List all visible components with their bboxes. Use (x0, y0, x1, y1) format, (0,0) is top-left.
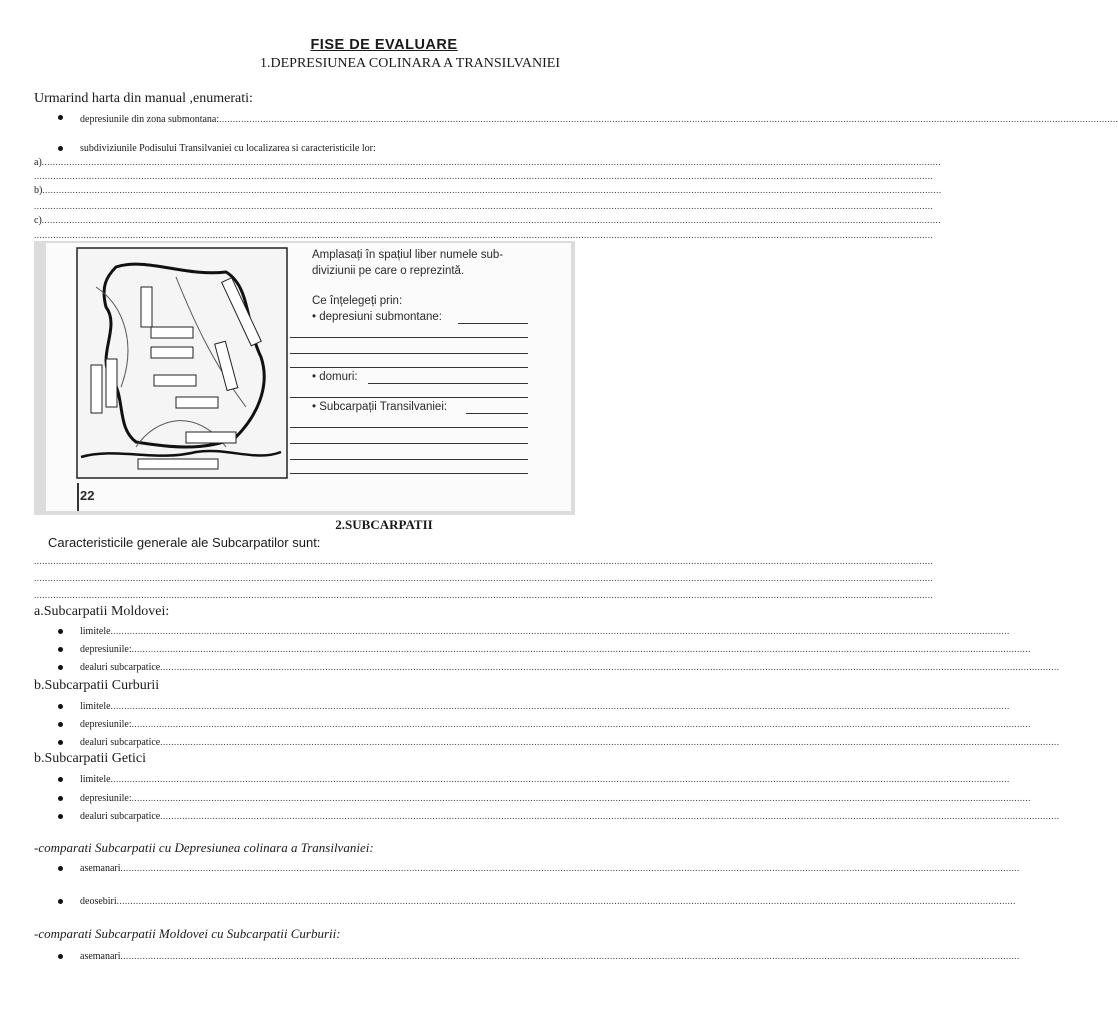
bullet-icon (58, 146, 63, 151)
bullet-icon (58, 796, 63, 801)
bullet-icon (58, 740, 63, 745)
section-title-2: 2.SUBCARPATII (335, 517, 433, 532)
scan-page-number: 22 (80, 488, 95, 503)
scan-instruction: Amplasați în spațiul liber numele sub- (312, 249, 504, 261)
list-item: asemanari ....................................................................................................................................................................................................................................................................................................................................... (80, 951, 1020, 962)
fill-line: ....................................................................................................................................................................................................................................................................................................................................... (219, 114, 1118, 124)
bullet-icon (58, 722, 63, 727)
bullet-icon (58, 777, 63, 782)
bullet-icon (58, 704, 63, 709)
transylvania-map-icon (76, 247, 288, 479)
fill-line: ....................................................................................................................................................................................................................................................................................................................................... (34, 556, 934, 566)
fill-line: ....................................................................................................................................................................................................................................................................................................................................... (34, 590, 934, 600)
bullet-depresiuni (80, 114, 1118, 125)
scan-instruction-2: diviziunii pe care o reprezintă. (312, 265, 465, 277)
bullet-icon (58, 954, 63, 959)
group-title-getici: b.Subcarpatii Getici (34, 751, 146, 766)
list-item: asemanari ....................................................................................................................................................................................................................................................................................................................................... (80, 863, 1020, 874)
comparison-title-2: -comparati Subcarpatii Moldovei cu Subcarpatii Curburii: (34, 926, 341, 941)
fill-line: ....................................................................................................................................................................................................................................................................................................................................... (42, 185, 942, 195)
fill-line: ....................................................................................................................................................................................................................................................................................................................................... (34, 201, 934, 211)
list-item: limitele ....................................................................................................................................................................................................................................................................................................................................... (80, 626, 1010, 637)
list-item: limitele ....................................................................................................................................................................................................................................................................................................................................... (80, 701, 1010, 712)
list-item: limitele ....................................................................................................................................................................................................................................................................................................................................... (80, 774, 1010, 785)
fill-line: ....................................................................................................................................................................................................................................................................................................................................... (41, 215, 942, 225)
section-title-1: 1.DEPRESIUNEA COLINARA A TRANSILVANIEI (260, 56, 560, 71)
answer-row-a: a) ....................................................................................................................................................................................................................................................................................................................................... (34, 157, 942, 168)
bullet-icon (58, 866, 63, 871)
group-title-moldovei: a.Subcarpatii Moldovei: (34, 604, 170, 619)
fill-line: ....................................................................................................................................................................................................................................................................................................................................... (34, 573, 934, 583)
bullet-icon (58, 814, 63, 819)
comparison-title-1: -comparati Subcarpatii cu Depresiunea colinara a Transilvaniei: (34, 840, 374, 855)
list-item: dealuri subcarpatice ....................................................................................................................................................................................................................................................................................................................................... (80, 811, 1060, 822)
bullet-icon (58, 629, 63, 634)
scan-q1: • depresiuni submontane: (312, 311, 442, 323)
scan-q3: • Subcarpații Transilvaniei: (312, 401, 448, 413)
fill-line: ....................................................................................................................................................................................................................................................................................................................................... (41, 157, 942, 167)
section1-intro: Urmarind harta din manual ,enumerati: (34, 91, 253, 106)
list-item: depresiunile: ....................................................................................................................................................................................................................................................................................................................................... (80, 644, 1031, 655)
section2-intro: Caracteristicile generale ale Subcarpatilor sunt: (48, 535, 321, 550)
list-item: dealuri subcarpatice ....................................................................................................................................................................................................................................................................................................................................... (80, 737, 1060, 748)
list-item: deosebiri ....................................................................................................................................................................................................................................................................................................................................... (80, 896, 1016, 907)
answer-row-b: b) ....................................................................................................................................................................................................................................................................................................................................... (34, 185, 942, 196)
bullet-icon (58, 899, 63, 904)
bullet-icon (58, 647, 63, 652)
bullet-subdiviziuni: subdiviziunile Podisului Transilvaniei cu localizarea si caracteristicile lor: (80, 143, 376, 154)
bullet-icon (58, 665, 63, 670)
group-title-curburii: b.Subcarpatii Curburii (34, 678, 160, 693)
bullet-icon (58, 115, 63, 120)
fill-line: ....................................................................................................................................................................................................................................................................................................................................... (34, 230, 934, 240)
list-item: depresiunile: ....................................................................................................................................................................................................................................................................................................................................... (80, 719, 1031, 730)
textbook-scan-image (34, 241, 575, 515)
bullet-label: depresiunile din zona submontana: (80, 114, 220, 125)
list-item: depresiunile: ....................................................................................................................................................................................................................................................................................................................................... (80, 793, 1031, 804)
page-title: FISE DE EVALUARE (310, 37, 458, 53)
scan-q2: • domuri: (312, 371, 358, 383)
answer-row-c: c) ....................................................................................................................................................................................................................................................................................................................................... (34, 215, 942, 226)
list-item: dealuri subcarpatice ....................................................................................................................................................................................................................................................................................................................................... (80, 662, 1060, 673)
scan-question: Ce înțelegeți prin: (312, 295, 403, 307)
fill-line: ....................................................................................................................................................................................................................................................................................................................................... (34, 171, 934, 181)
